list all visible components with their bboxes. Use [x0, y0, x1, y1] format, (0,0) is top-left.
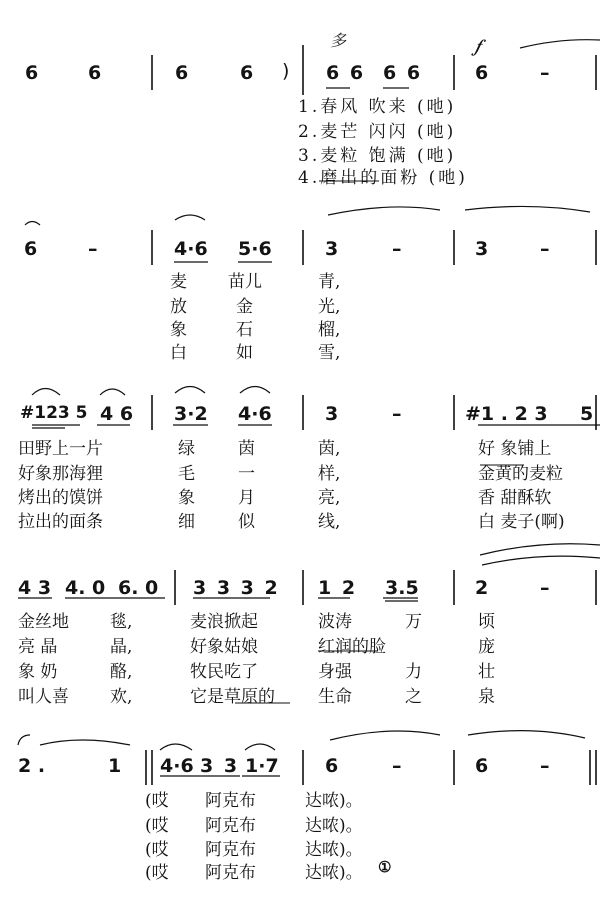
lyric: 绿 — [178, 439, 195, 459]
lyric: 放 — [170, 297, 187, 317]
note: 5 — [580, 403, 594, 425]
note: 3 — [475, 238, 489, 260]
lyric: 石 — [236, 320, 253, 340]
lyric-line: 2.麦芒 闪闪 (吔) — [298, 122, 457, 142]
lyric: 亮, — [318, 488, 341, 508]
note: 3 — [325, 403, 339, 425]
dynamic-marking-1: 多 — [330, 31, 347, 50]
lyric: (哎 — [145, 791, 169, 811]
dash: – — [88, 238, 98, 260]
lyric: 象 — [170, 320, 187, 340]
lyric: 细 — [178, 512, 195, 532]
note: 1 — [108, 755, 122, 777]
lyric: 拉出的面条 — [18, 512, 103, 532]
lyric: 顷 — [478, 612, 495, 632]
lyric: 之 — [405, 687, 422, 707]
dash: – — [540, 577, 550, 599]
note-group: #123 5 — [20, 403, 88, 423]
note-group: 6. 0 — [118, 577, 159, 599]
lyric: (哎 — [145, 816, 169, 836]
dash: – — [540, 238, 550, 260]
note-group: 4·6 — [174, 238, 208, 260]
lyric: 金 — [236, 297, 253, 317]
lyric: (哎 — [145, 840, 169, 860]
note: 6 — [24, 238, 38, 260]
lyric: 光, — [318, 297, 341, 317]
note: 2 — [475, 577, 489, 599]
note-group: 3·2 — [174, 403, 208, 425]
lyric: 阿克布 — [205, 863, 256, 883]
lyric: 它是草原的 — [190, 687, 275, 707]
note-group: 4·6 — [238, 403, 272, 425]
lyric: 象 奶 — [18, 662, 58, 682]
lyric: 烤出的馍饼 — [18, 488, 103, 508]
lyric: 苗儿 — [228, 272, 262, 292]
note: 6 — [25, 62, 39, 84]
lyric: 力 — [405, 662, 422, 682]
note: 6 — [475, 755, 489, 777]
lyric: 茵 — [238, 439, 255, 459]
note: 6 — [475, 62, 489, 84]
lyric: 牧民吃了 — [190, 662, 258, 682]
note-group: 4. 0 — [65, 577, 106, 599]
lyric: 身强 — [318, 662, 352, 682]
note-group: 4·6 — [160, 755, 194, 777]
lyric: 泉 — [478, 687, 495, 707]
lyric: 壮 — [478, 662, 495, 682]
lyric: 达哝)。 — [305, 863, 363, 883]
lyric: 万 — [405, 612, 422, 632]
lyric: 如 — [236, 343, 253, 363]
lyric: 青, — [318, 272, 341, 292]
note: 6 — [240, 62, 254, 84]
lyric: 麦浪掀起 — [190, 612, 258, 632]
lyric: 红润的脸 — [318, 637, 386, 657]
lyric: 线, — [318, 512, 341, 532]
dash: – — [392, 238, 402, 260]
lyric: 达哝)。 — [305, 840, 363, 860]
lyric: 达哝)。 — [305, 791, 363, 811]
lyric: 麦 — [170, 272, 187, 292]
lyric: 达哝)。 — [305, 816, 363, 836]
note: 6 — [175, 62, 189, 84]
footnote-marker: ① — [378, 858, 392, 876]
lyric: 好象那海狸 — [18, 464, 103, 484]
lyric: 亮 晶 — [18, 637, 58, 657]
lyric: 波涛 — [318, 612, 352, 632]
dash: – — [392, 403, 402, 425]
lyric: 白 — [170, 343, 187, 363]
lyric: 香 甜酥软 — [478, 488, 552, 508]
note-group: 1 2 — [318, 577, 358, 599]
note-group: 4 3 — [18, 577, 52, 599]
lyric: (哎 — [145, 863, 169, 883]
dash: – — [392, 755, 402, 777]
lyric-line: 1.春风 吹来 (吔) — [298, 97, 457, 117]
lyric: 欢, — [110, 687, 133, 707]
lyric: 茵, — [318, 439, 341, 459]
note-group: 3.5 — [385, 577, 419, 599]
note-group: 2 . — [18, 755, 46, 777]
lyric: 白 麦子(啊) — [478, 512, 565, 532]
lyric: 毛 — [178, 464, 195, 484]
lyric: 叫人喜 — [18, 687, 69, 707]
lyric: 阿克布 — [205, 791, 256, 811]
lyric: 酪, — [110, 662, 133, 682]
note-group: 6 6 — [383, 62, 423, 84]
lyric: 好 象铺上 — [478, 439, 552, 459]
dynamic-marking-2: 𝆑 — [475, 36, 481, 57]
lyric: 榴, — [318, 320, 341, 340]
lyric: 田野上一片 — [18, 439, 103, 459]
note-group: 3 3 3 2 — [193, 577, 280, 599]
lyric-line: 4.磨出的面粉 (吔) — [298, 168, 468, 188]
lyric: 毯, — [110, 612, 133, 632]
lyric: 阿克布 — [205, 816, 256, 836]
lyric: 金丝地 — [18, 612, 69, 632]
note: 6 — [88, 62, 102, 84]
note: 3 — [325, 238, 339, 260]
lyric: 象 — [178, 488, 195, 508]
note-group: 3 3 — [200, 755, 240, 777]
note: 6 — [325, 755, 339, 777]
lyric: 一 — [238, 464, 255, 484]
lyric: 生命 — [318, 687, 352, 707]
lyric: 晶, — [110, 637, 133, 657]
paren-close: ) — [282, 60, 290, 82]
lyric: 好象姑娘 — [190, 637, 258, 657]
dash: – — [540, 755, 550, 777]
lyric: 月 — [238, 488, 255, 508]
lyric: 雪, — [318, 343, 341, 363]
dash: – — [540, 62, 550, 84]
lyric: 阿克布 — [205, 840, 256, 860]
lyric: 似 — [238, 512, 255, 532]
note-group: 6 6 — [326, 62, 366, 84]
note-group: #1 . 2 3 — [465, 403, 548, 425]
lyric: 样, — [318, 464, 341, 484]
note-group: 4 6 — [100, 403, 134, 425]
lyric-line: 3.麦粒 饱满 (吔) — [298, 146, 457, 166]
note-group: 1·7 — [245, 755, 279, 777]
lyric: 庞 — [478, 637, 495, 657]
note-group: 5·6 — [238, 238, 272, 260]
lyric: 金黄的麦粒 — [478, 464, 563, 484]
